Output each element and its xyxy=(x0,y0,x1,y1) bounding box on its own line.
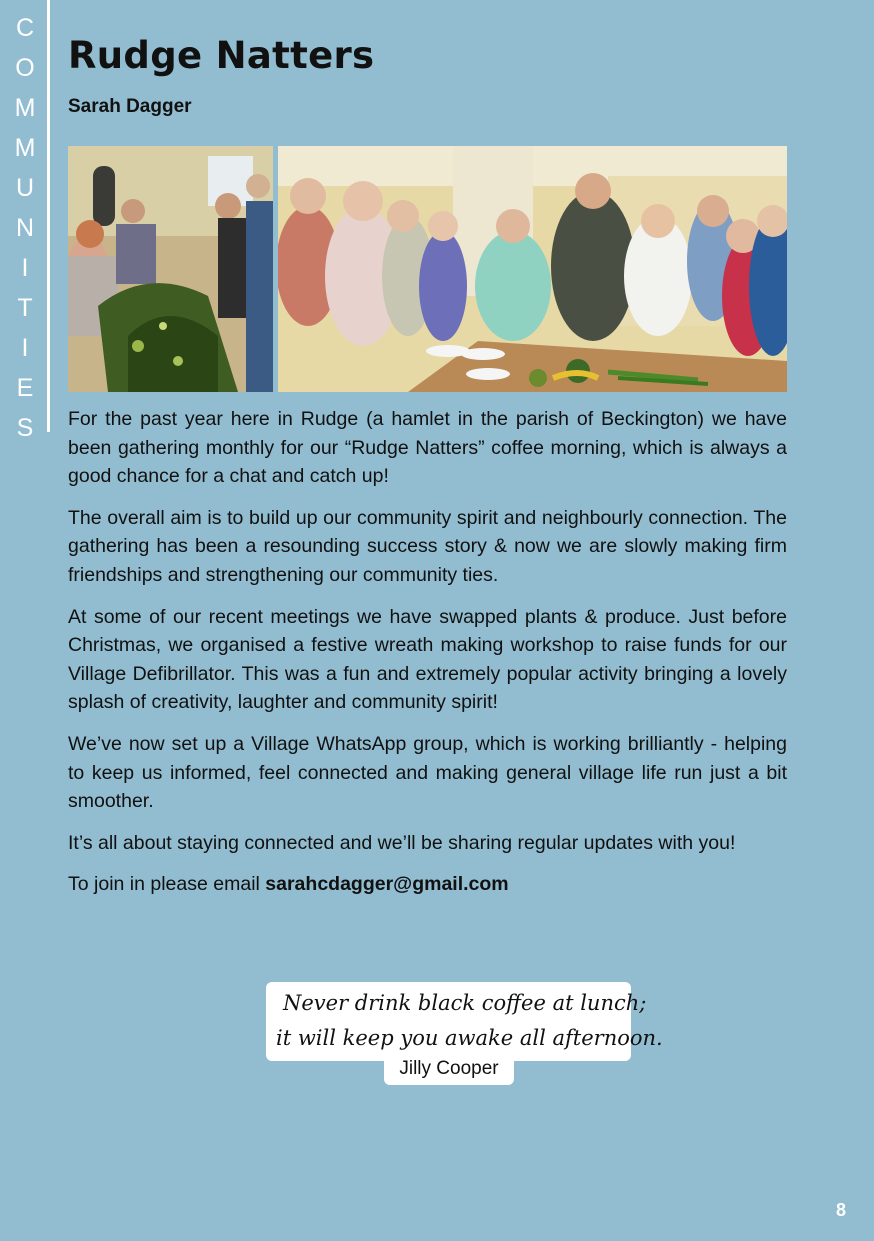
quote-line-1: Never drink black coffee at lunch; xyxy=(283,991,647,1015)
quote-line-2: it will keep you awake all afternoon. xyxy=(276,1026,663,1050)
section-letter: T xyxy=(17,294,33,322)
section-letter: U xyxy=(15,174,35,202)
section-letter: S xyxy=(16,414,34,442)
article-paragraph: We’ve now set up a Village WhatsApp group, which is working brilliantly - helping to keep us informed, feel connected and making general village life run just a bit smoother. xyxy=(68,732,787,813)
section-label-communities xyxy=(10,8,40,448)
contact-line xyxy=(68,870,787,899)
article-paragraph: For the past year here in Rudge (a hamlet in the parish of Beckington) we have been gathering monthly for our “Rudge Natters” coffee morning, which is always a good chance for a chat and catch up! xyxy=(68,408,787,488)
section-letter: E xyxy=(16,374,34,402)
section-letter: O xyxy=(15,54,35,82)
wreath-workshop-photo xyxy=(68,146,273,392)
section-letter: M xyxy=(14,134,36,162)
contact-email[interactable]: sarahcdagger@gmail.com xyxy=(265,873,509,896)
quote-attribution: Jilly Cooper xyxy=(384,1053,514,1085)
section-letter: C xyxy=(15,14,35,42)
section-letter: I xyxy=(21,254,29,282)
article-paragraph: The overall aim is to build up our community spirit and neighbourly connection. The gathering has been a resounding success story & now we are slowly making firm friendships and strengthening our community ties. xyxy=(68,506,787,586)
section-letter: N xyxy=(15,214,35,242)
page-number: 8 xyxy=(835,1200,846,1220)
coffee-morning-group-photo xyxy=(278,146,787,392)
article-paragraph: It’s all about staying connected and we’ll be sharing regular updates with you! xyxy=(68,831,736,854)
section-letter: M xyxy=(14,94,36,122)
section-letter: I xyxy=(21,334,29,362)
article-author: Sarah Dagger xyxy=(68,96,192,117)
section-divider xyxy=(47,0,50,432)
article-paragraph: At some of our recent meetings we have swapped plants & produce. Just before Christmas, we organised a festive wreath making workshop to raise funds for our Village Defibrillator. This was a fun and extremely popular activity bringing a lovely splash of creativity, laughter and community spirit! xyxy=(68,605,787,714)
article-title: Rudge Natters xyxy=(68,34,375,77)
contact-prefix: To join in please email xyxy=(68,873,266,896)
article-body xyxy=(68,405,787,912)
